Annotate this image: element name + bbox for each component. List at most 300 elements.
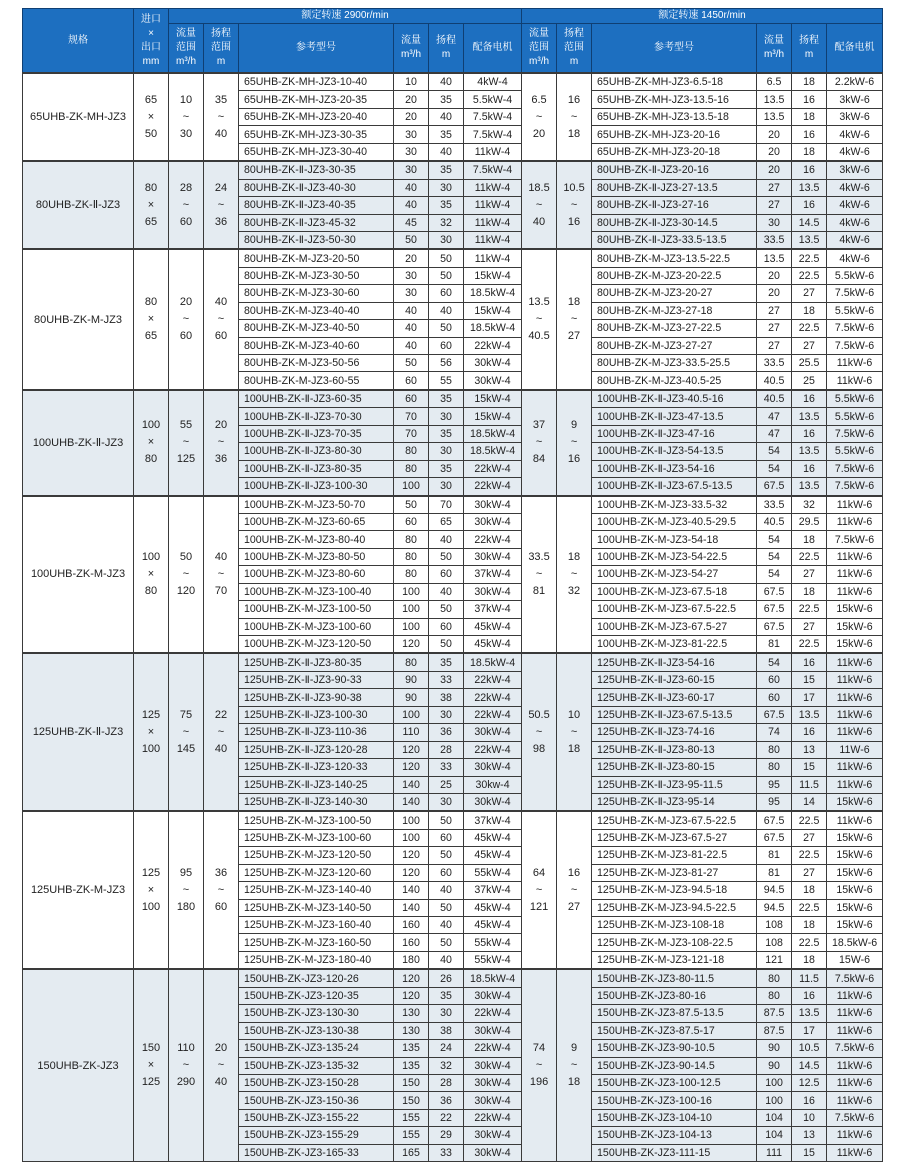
range-tilde: ~: [570, 1059, 578, 1072]
range-f1450-max: 84: [532, 453, 546, 466]
range-outlet: 80: [144, 584, 158, 597]
head-2900: 65: [429, 513, 464, 530]
range-h2900-min: 20: [214, 1042, 228, 1055]
ref-model-2900: 80UHB-ZK-M-JZ3-50-56: [239, 355, 394, 372]
range-f2900-max: 30: [179, 127, 193, 140]
ref-model-2900: 65UHB-ZK-MH-JZ3-30-35: [239, 126, 394, 143]
motor-1450: 11kW-6: [827, 1127, 883, 1144]
motor-2900: 18.5kW-4: [464, 425, 522, 442]
range-f2900-max: 60: [179, 215, 193, 228]
ref-model-1450: 125UHB-ZK-M-JZ3-108-18: [592, 917, 757, 934]
range-tilde: ~: [217, 883, 225, 896]
flow-range-1450: [522, 811, 557, 969]
head-1450: 16: [792, 126, 827, 143]
flow-1450: 47: [757, 425, 792, 442]
ref-model-1450: 80UHB-ZK-M-JZ3-13.5-22.5: [592, 249, 757, 267]
flow-2900: 120: [394, 864, 429, 881]
head-2900: 60: [429, 829, 464, 846]
flow-2900: 110: [394, 724, 429, 741]
ref-model-1450: 125UHB-ZK-M-JZ3-81-27: [592, 864, 757, 881]
flow-1450: 94.5: [757, 882, 792, 899]
motor-1450: 5.5kW-6: [827, 408, 883, 425]
motor-2900: 11kW-4: [464, 179, 522, 196]
head-2900: 40: [429, 951, 464, 969]
head-2900: 30: [429, 231, 464, 249]
table-row: [23, 496, 883, 514]
head-1450: 22.5: [792, 548, 827, 565]
flow-2900: 70: [394, 425, 429, 442]
ref-model-1450: 80UHB-ZK-M-JZ3-33.5-25.5: [592, 355, 757, 372]
head-1450: 27: [792, 864, 827, 881]
ref-model-2900: 150UHB-ZK-JZ3-130-38: [239, 1022, 394, 1039]
motor-1450: 3kW-6: [827, 91, 883, 108]
range-f2900-max: 60: [179, 330, 193, 343]
header-flow-range-label2: 范围: [529, 42, 550, 53]
motor-2900: 37kW-4: [464, 601, 522, 618]
ref-model-1450: 100UHB-ZK-M-JZ3-67.5-22.5: [592, 601, 757, 618]
motor-1450: 7.5kW-6: [827, 1109, 883, 1126]
flow-2900: 100: [394, 583, 429, 600]
head-2900: 26: [429, 969, 464, 987]
flow-1450: 13.5: [757, 108, 792, 125]
head-1450: 22.5: [792, 636, 827, 654]
range-tilde: ~: [217, 313, 225, 326]
motor-1450: 15kW-6: [827, 882, 883, 899]
motor-2900: 30kW-4: [464, 548, 522, 565]
flow-2900: 155: [394, 1127, 429, 1144]
range-h2900-min: 35: [214, 93, 228, 106]
head-1450: 18: [792, 951, 827, 969]
motor-2900: 37kW-4: [464, 882, 522, 899]
range-tilde: ~: [535, 567, 543, 580]
range-h2900-min: 36: [214, 866, 228, 879]
head-2900: 70: [429, 496, 464, 514]
range-tilde: ~: [217, 110, 225, 123]
head-1450: 10: [792, 1109, 827, 1126]
range-h2900-min: 40: [214, 550, 228, 563]
ref-model-2900: 150UHB-ZK-JZ3-150-36: [239, 1092, 394, 1109]
head-2900: 35: [429, 425, 464, 442]
motor-1450: 11kW-6: [827, 776, 883, 793]
ref-model-1450: 100UHB-ZK-M-JZ3-40.5-29.5: [592, 513, 757, 530]
flow-2900: 180: [394, 951, 429, 969]
header-flow-range-1450: [522, 24, 557, 74]
flow-1450: 67.5: [757, 601, 792, 618]
head-2900: 56: [429, 355, 464, 372]
motor-2900: 11kW-4: [464, 231, 522, 249]
flow-2900: 90: [394, 671, 429, 688]
range-inlet: 150: [141, 1042, 161, 1055]
range-h2900-min: 24: [214, 181, 228, 194]
header-head-range-label2: 范围: [564, 42, 585, 53]
ref-model-2900: 150UHB-ZK-JZ3-135-32: [239, 1057, 394, 1074]
ref-model-2900: 150UHB-ZK-JZ3-130-30: [239, 1005, 394, 1022]
flow-1450: 67.5: [757, 811, 792, 829]
head-1450: 11.5: [792, 776, 827, 793]
flow-2900: 150: [394, 1092, 429, 1109]
motor-1450: 18.5kW-6: [827, 934, 883, 951]
ref-model-2900: 125UHB-ZK-Ⅱ-JZ3-110-36: [239, 724, 394, 741]
range-f1450-min: 74: [532, 1042, 546, 1055]
head-1450: 22.5: [792, 267, 827, 284]
head-2900: 35: [429, 460, 464, 477]
inlet-outlet-size: [134, 653, 169, 811]
flow-1450: 95: [757, 793, 792, 811]
ref-model-1450: 80UHB-ZK-M-JZ3-27-22.5: [592, 320, 757, 337]
ref-model-1450: 80UHB-ZK-Ⅱ-JZ3-30-14.5: [592, 214, 757, 231]
motor-2900: 7.5kW-4: [464, 126, 522, 143]
flow-1450: 90: [757, 1057, 792, 1074]
flow-1450: 20: [757, 161, 792, 179]
ref-model-2900: 125UHB-ZK-M-JZ3-140-40: [239, 882, 394, 899]
head-1450: 22.5: [792, 811, 827, 829]
flow-1450: 54: [757, 531, 792, 548]
ref-model-1450: 125UHB-ZK-M-JZ3-67.5-27: [592, 829, 757, 846]
header-flow-range-2900: [169, 24, 204, 74]
flow-2900: 30: [394, 143, 429, 161]
motor-2900: 55kW-4: [464, 864, 522, 881]
motor-2900: 22kW-4: [464, 671, 522, 688]
head-1450: 13.5: [792, 231, 827, 249]
flow-1450: 80: [757, 969, 792, 987]
flow-2900: 30: [394, 126, 429, 143]
ref-model-1450: 100UHB-ZK-M-JZ3-67.5-18: [592, 583, 757, 600]
flow-2900: 70: [394, 408, 429, 425]
flow-2900: 20: [394, 249, 429, 267]
head-2900: 30: [429, 1005, 464, 1022]
head-2900: 50: [429, 320, 464, 337]
range-tilde: ~: [535, 313, 543, 326]
head-range-1450: [557, 161, 592, 249]
motor-1450: 7.5kW-6: [827, 320, 883, 337]
ref-model-1450: 80UHB-ZK-Ⅱ-JZ3-20-16: [592, 161, 757, 179]
motor-2900: 15kW-4: [464, 267, 522, 284]
range-h1450-max: 16: [567, 453, 581, 466]
flow-2900: 160: [394, 917, 429, 934]
flow-range-1450: [522, 249, 557, 390]
flow-range-2900: [169, 653, 204, 811]
motor-1450: 7.5kW-6: [827, 337, 883, 354]
ref-model-1450: 150UHB-ZK-JZ3-90-10.5: [592, 1040, 757, 1057]
ref-model-2900: 65UHB-ZK-MH-JZ3-10-40: [239, 73, 394, 91]
head-range-1450: [557, 496, 592, 654]
flow-2900: 155: [394, 1109, 429, 1126]
motor-1450: 11kW-6: [827, 513, 883, 530]
flow-1450: 40.5: [757, 390, 792, 408]
flow-1450: 108: [757, 917, 792, 934]
range-h2900-max: 36: [214, 453, 228, 466]
motor-2900: 11kW-4: [464, 143, 522, 161]
header-head-range-unit: m: [569, 56, 579, 67]
motor-2900: 22kW-4: [464, 741, 522, 758]
ref-model-1450: 150UHB-ZK-JZ3-111-15: [592, 1144, 757, 1161]
ref-model-1450: 100UHB-ZK-M-JZ3-54-18: [592, 531, 757, 548]
head-1450: 13: [792, 741, 827, 758]
inlet-outlet-size: [134, 161, 169, 249]
inlet-outlet-size: [134, 73, 169, 161]
flow-2900: 140: [394, 793, 429, 811]
motor-1450: 4kW-6: [827, 126, 883, 143]
head-2900: 55: [429, 372, 464, 390]
ref-model-2900: 65UHB-ZK-MH-JZ3-20-40: [239, 108, 394, 125]
motor-1450: 5.5kW-6: [827, 443, 883, 460]
motor-2900: 22kW-4: [464, 478, 522, 496]
header-head-range-label: 扬程: [564, 28, 585, 39]
flow-1450: 87.5: [757, 1022, 792, 1039]
ref-model-2900: 80UHB-ZK-Ⅱ-JZ3-40-35: [239, 197, 394, 214]
motor-2900: 30kW-4: [464, 724, 522, 741]
range-h1450-min: 10: [567, 708, 581, 721]
head-2900: 28: [429, 1074, 464, 1091]
range-f1450-max: 121: [529, 900, 549, 913]
flow-1450: 60: [757, 689, 792, 706]
head-1450: 14: [792, 793, 827, 811]
range-h1450-max: 18: [567, 1076, 581, 1089]
flow-2900: 135: [394, 1040, 429, 1057]
head-2900: 40: [429, 143, 464, 161]
range-tilde: ~: [217, 198, 225, 211]
flow-2900: 100: [394, 601, 429, 618]
ref-model-1450: 125UHB-ZK-M-JZ3-81-22.5: [592, 847, 757, 864]
range-x: ×: [147, 725, 155, 738]
ref-model-1450: 150UHB-ZK-JZ3-87.5-13.5: [592, 1005, 757, 1022]
flow-2900: 120: [394, 847, 429, 864]
ref-model-1450: 125UHB-ZK-M-JZ3-121-18: [592, 951, 757, 969]
motor-1450: 4kW-6: [827, 231, 883, 249]
ref-model-1450: 65UHB-ZK-MH-JZ3-13.5-16: [592, 91, 757, 108]
head-2900: 30: [429, 443, 464, 460]
flow-range-2900: [169, 249, 204, 390]
ref-model-2900: 80UHB-ZK-M-JZ3-20-50: [239, 249, 394, 267]
flow-2900: 120: [394, 759, 429, 776]
head-1450: 22.5: [792, 320, 827, 337]
ref-model-1450: 150UHB-ZK-JZ3-80-16: [592, 987, 757, 1004]
header-head-range-1450: [557, 24, 592, 74]
flow-1450: 54: [757, 460, 792, 477]
motor-2900: 22kW-4: [464, 337, 522, 354]
motor-1450: 3kW-6: [827, 161, 883, 179]
flow-2900: 80: [394, 566, 429, 583]
header-head-unit: m: [804, 49, 814, 60]
range-f1450-min: 64: [532, 866, 546, 879]
header-flow-range-unit: m³/h: [529, 56, 550, 67]
flow-2900: 90: [394, 689, 429, 706]
ref-model-1450: 100UHB-ZK-Ⅱ-JZ3-40.5-16: [592, 390, 757, 408]
motor-1450: 15kW-6: [827, 601, 883, 618]
range-tilde: ~: [182, 198, 190, 211]
ref-model-2900: 125UHB-ZK-M-JZ3-140-50: [239, 899, 394, 916]
ref-model-2900: 80UHB-ZK-Ⅱ-JZ3-50-30: [239, 231, 394, 249]
head-2900: 32: [429, 1057, 464, 1074]
head-1450: 17: [792, 689, 827, 706]
head-1450: 27: [792, 337, 827, 354]
motor-1450: 4kW-6: [827, 197, 883, 214]
ref-model-1450: 125UHB-ZK-M-JZ3-108-22.5: [592, 934, 757, 951]
flow-1450: 67.5: [757, 583, 792, 600]
range-f1450-max: 20: [532, 127, 546, 140]
header-outlet-label: 出口: [141, 41, 161, 53]
range-f2900-min: 95: [179, 866, 193, 879]
range-outlet: 125: [141, 1076, 161, 1089]
header-flow-range-label2: 范围: [176, 42, 196, 53]
ref-model-1450: 100UHB-ZK-M-JZ3-81-22.5: [592, 636, 757, 654]
motor-2900: 30kW-4: [464, 1127, 522, 1144]
header-flow-unit: m³/h: [401, 49, 421, 60]
flow-2900: 40: [394, 337, 429, 354]
head-1450: 16: [792, 724, 827, 741]
flow-1450: 87.5: [757, 1005, 792, 1022]
motor-2900: 11kW-4: [464, 197, 522, 214]
range-tilde: ~: [535, 725, 543, 738]
ref-model-1450: 150UHB-ZK-JZ3-90-14.5: [592, 1057, 757, 1074]
motor-2900: 22kW-4: [464, 460, 522, 477]
flow-1450: 67.5: [757, 478, 792, 496]
head-1450: 16: [792, 653, 827, 671]
flow-range-1450: [522, 73, 557, 161]
motor-1450: 11kW-6: [827, 1057, 883, 1074]
range-h1450-min: 16: [567, 93, 581, 106]
range-tilde: ~: [182, 313, 190, 326]
flow-1450: 80: [757, 987, 792, 1004]
ref-model-2900: 80UHB-ZK-M-JZ3-30-50: [239, 267, 394, 284]
header-head-range-2900: [204, 24, 239, 74]
header-flow-unit: m³/h: [764, 49, 785, 60]
flow-2900: 60: [394, 390, 429, 408]
range-tilde: ~: [182, 1059, 190, 1072]
flow-1450: 27: [757, 337, 792, 354]
ref-model-1450: 150UHB-ZK-JZ3-104-13: [592, 1127, 757, 1144]
header-flow-label: 流量: [401, 35, 421, 46]
motor-2900: 30kW-4: [464, 372, 522, 390]
head-2900: 40: [429, 302, 464, 319]
motor-1450: 4kW-6: [827, 249, 883, 267]
motor-2900: 18.5kW-4: [464, 443, 522, 460]
ref-model-2900: 100UHB-ZK-M-JZ3-80-40: [239, 531, 394, 548]
flow-2900: 100: [394, 706, 429, 723]
head-1450: 13: [792, 1127, 827, 1144]
head-1450: 25.5: [792, 355, 827, 372]
header-speed-1450: 额定转速 1450r/min: [522, 9, 883, 24]
spec-name: 125UHB-ZK-Ⅱ-JZ3: [23, 653, 134, 811]
flow-2900: 80: [394, 531, 429, 548]
ref-model-2900: 100UHB-ZK-M-JZ3-80-50: [239, 548, 394, 565]
range-f1450-min: 33.5: [528, 550, 550, 563]
head-1450: 27: [792, 829, 827, 846]
header-inlet-unit: mm: [142, 55, 160, 67]
motor-2900: 30kW-4: [464, 583, 522, 600]
ref-model-1450: 65UHB-ZK-MH-JZ3-20-16: [592, 126, 757, 143]
range-inlet: 100: [141, 419, 161, 432]
range-h1450-min: 16: [567, 866, 581, 879]
ref-model-1450: 80UHB-ZK-Ⅱ-JZ3-33.5-13.5: [592, 231, 757, 249]
motor-2900: 18.5kW-4: [464, 320, 522, 337]
motor-2900: 15kW-4: [464, 408, 522, 425]
header-head-range-label2: 范围: [211, 42, 231, 53]
head-2900: 38: [429, 689, 464, 706]
range-f1450-min: 37: [532, 419, 546, 432]
flow-2900: 60: [394, 372, 429, 390]
range-x: ×: [147, 110, 155, 123]
spec-name: 80UHB-ZK-Ⅱ-JZ3: [23, 161, 134, 249]
head-1450: 22.5: [792, 934, 827, 951]
ref-model-2900: 100UHB-ZK-Ⅱ-JZ3-80-30: [239, 443, 394, 460]
ref-model-2900: 65UHB-ZK-MH-JZ3-30-40: [239, 143, 394, 161]
range-f2900-max: 290: [176, 1076, 196, 1089]
inlet-outlet-size: [134, 496, 169, 654]
range-outlet: 100: [141, 742, 161, 755]
range-f1450-max: 40: [532, 215, 546, 228]
head-2900: 33: [429, 1144, 464, 1161]
head-1450: 16: [792, 425, 827, 442]
ref-model-2900: 125UHB-ZK-Ⅱ-JZ3-90-38: [239, 689, 394, 706]
header-spec: 规格: [23, 9, 134, 74]
flow-2900: 135: [394, 1057, 429, 1074]
range-x: ×: [147, 436, 155, 449]
spec-name: 65UHB-ZK-MH-JZ3: [23, 73, 134, 161]
head-2900: 30: [429, 793, 464, 811]
head-2900: 50: [429, 601, 464, 618]
flow-1450: 54: [757, 548, 792, 565]
flow-1450: 81: [757, 636, 792, 654]
flow-2900: 100: [394, 478, 429, 496]
head-range-1450: [557, 969, 592, 1161]
motor-1450: 15kW-6: [827, 899, 883, 916]
flow-2900: 50: [394, 231, 429, 249]
head-range-2900: [204, 969, 239, 1161]
head-1450: 15: [792, 671, 827, 688]
head-2900: 40: [429, 531, 464, 548]
ref-model-1450: 125UHB-ZK-Ⅱ-JZ3-60-17: [592, 689, 757, 706]
head-range-2900: [204, 249, 239, 390]
motor-2900: 22kW-4: [464, 1005, 522, 1022]
motor-2900: 30kW-4: [464, 1022, 522, 1039]
ref-model-2900: 80UHB-ZK-Ⅱ-JZ3-30-35: [239, 161, 394, 179]
motor-2900: 11kW-4: [464, 214, 522, 231]
ref-model-1450: 80UHB-ZK-M-JZ3-27-27: [592, 337, 757, 354]
ref-model-1450: 125UHB-ZK-M-JZ3-67.5-22.5: [592, 811, 757, 829]
motor-1450: 11kW-6: [827, 706, 883, 723]
spec-name: 100UHB-ZK-M-JZ3: [23, 496, 134, 654]
range-tilde: ~: [535, 110, 543, 123]
flow-1450: 54: [757, 566, 792, 583]
range-inlet: 65: [144, 93, 158, 106]
motor-1450: 15W-6: [827, 951, 883, 969]
flow-range-2900: [169, 969, 204, 1161]
flow-range-2900: [169, 811, 204, 969]
ref-model-2900: 80UHB-ZK-M-JZ3-60-55: [239, 372, 394, 390]
ref-model-1450: 125UHB-ZK-Ⅱ-JZ3-74-16: [592, 724, 757, 741]
motor-1450: 11kW-6: [827, 671, 883, 688]
flow-1450: 108: [757, 934, 792, 951]
ref-model-1450: 65UHB-ZK-MH-JZ3-20-18: [592, 143, 757, 161]
flow-2900: 100: [394, 829, 429, 846]
head-1450: 14.5: [792, 214, 827, 231]
head-range-2900: [204, 496, 239, 654]
range-f1450-max: 40.5: [528, 330, 550, 343]
motor-2900: 45kW-4: [464, 636, 522, 654]
flow-2900: 80: [394, 460, 429, 477]
head-2900: 50: [429, 934, 464, 951]
ref-model-2900: 65UHB-ZK-MH-JZ3-20-35: [239, 91, 394, 108]
ref-model-1450: 125UHB-ZK-Ⅱ-JZ3-95-14: [592, 793, 757, 811]
range-f1450-min: 50.5: [528, 708, 550, 721]
head-2900: 50: [429, 548, 464, 565]
flow-1450: 90: [757, 1040, 792, 1057]
range-tilde: ~: [217, 1059, 225, 1072]
range-tilde: ~: [217, 725, 225, 738]
flow-2900: 10: [394, 73, 429, 91]
flow-2900: 80: [394, 443, 429, 460]
